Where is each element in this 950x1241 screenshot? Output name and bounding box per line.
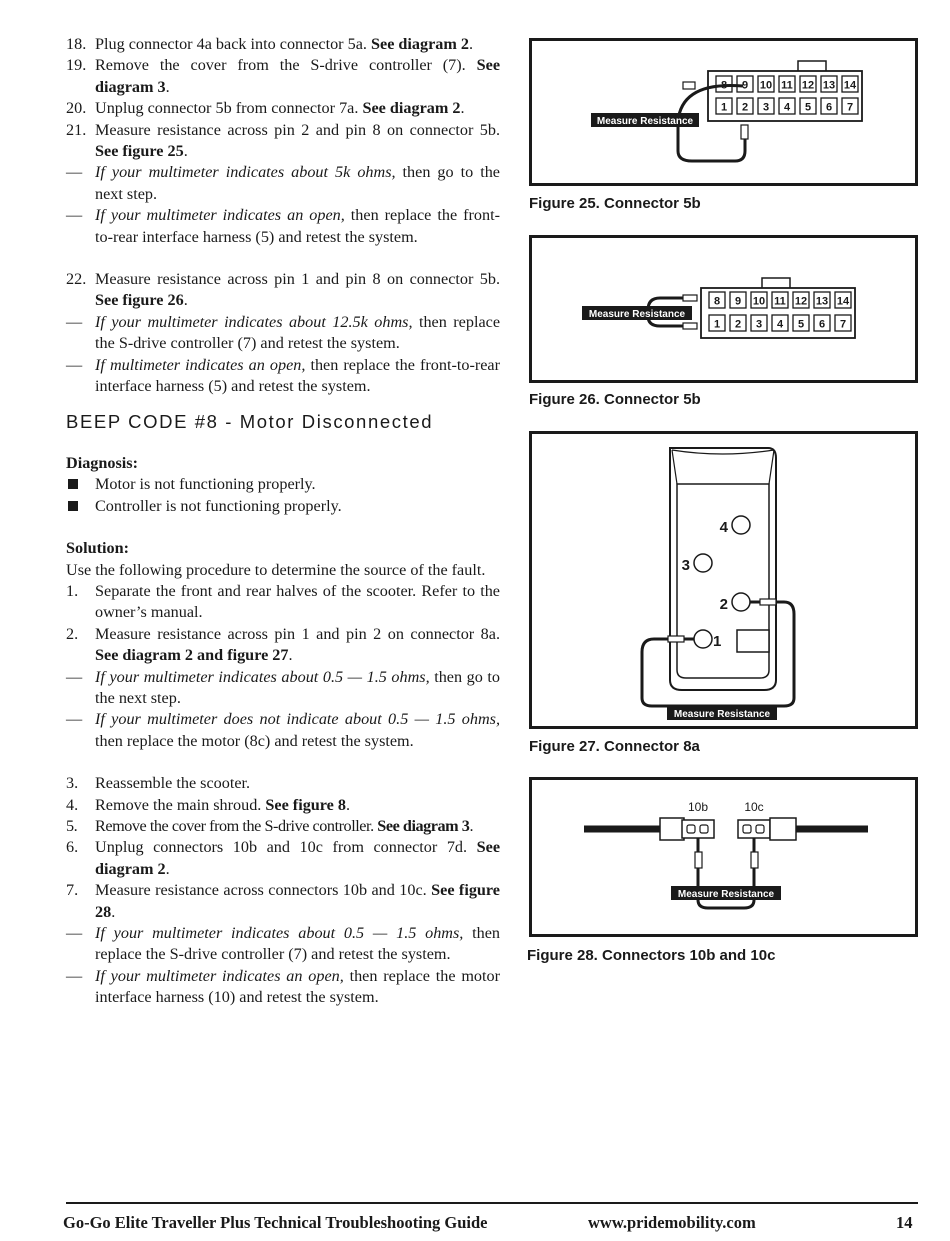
pin-label: 2 bbox=[741, 101, 749, 114]
step-item bbox=[66, 34, 500, 55]
outcome-item bbox=[66, 312, 500, 355]
pin-label: 5 bbox=[797, 318, 805, 331]
measure-resistance-label: Measure Resistance bbox=[596, 116, 694, 127]
dash-marker: — bbox=[66, 667, 83, 686]
footer-title: Go-Go Elite Traveller Plus Technical Troubleshooting Guide bbox=[63, 1213, 488, 1232]
outcomes-group-c bbox=[66, 667, 500, 753]
pin-4-label: 4 bbox=[719, 519, 728, 536]
step-item bbox=[66, 773, 500, 794]
step-reference: See diagram 2 bbox=[95, 838, 500, 878]
diagnosis-text: Controller is not functioning properly. bbox=[95, 496, 342, 515]
outcomes-group-b bbox=[66, 312, 500, 398]
outcome-action: then replace the motor interface harness (10) and retest the system. bbox=[95, 966, 500, 1007]
step-item bbox=[66, 624, 500, 667]
footer-rule bbox=[66, 1202, 918, 1204]
probe-tip-right bbox=[741, 125, 748, 139]
pin-4-socket bbox=[732, 516, 750, 534]
diagnosis-item bbox=[66, 474, 500, 495]
step-item bbox=[66, 120, 500, 163]
pin-1-label: 1 bbox=[713, 633, 722, 650]
step-reference: See figure 26 bbox=[95, 291, 184, 310]
figure-28-box bbox=[529, 777, 918, 937]
outcome-action: then replace the motor (8c) and retest the system. bbox=[95, 731, 414, 750]
bullet-square-icon bbox=[68, 479, 78, 489]
instructions-column bbox=[66, 34, 500, 1009]
outcome-condition: If your multimeter indicates about 5k ohms, bbox=[95, 163, 396, 182]
pin-label: 8 bbox=[720, 79, 728, 92]
step-punct: . bbox=[288, 646, 293, 665]
outcome-condition: If your multimeter indicates an open, bbox=[95, 206, 345, 225]
step-punct: . bbox=[346, 795, 351, 814]
dash-marker: — bbox=[66, 206, 83, 225]
solution-label: Solution: bbox=[66, 539, 129, 558]
probe-tip-10c bbox=[751, 852, 758, 868]
outcome-action: then go to the next step. bbox=[95, 667, 500, 707]
pin-label: 9 bbox=[741, 79, 749, 92]
figure-26-box bbox=[529, 235, 918, 383]
step-number: 5. bbox=[66, 817, 78, 835]
outcome-condition: If your multimeter indicates about 0.5 — 1.5 ohms, bbox=[95, 667, 430, 686]
pin-label: 7 bbox=[839, 318, 847, 331]
pin-label: 13 bbox=[822, 79, 836, 92]
step-number: 7. bbox=[66, 881, 79, 900]
figure-25-box bbox=[529, 38, 918, 186]
pin-label: 1 bbox=[720, 101, 728, 114]
step-text: Measure resistance across pin 1 and pin 2 on connector 8a. bbox=[95, 624, 500, 643]
outcome-item bbox=[66, 923, 500, 966]
pin-label: 1 bbox=[713, 318, 721, 331]
step-number: 18. bbox=[66, 35, 87, 53]
measure-resistance-label: Measure Resistance bbox=[677, 889, 775, 900]
pin-3-label: 3 bbox=[681, 557, 690, 574]
step-item bbox=[66, 816, 500, 837]
bullet-square-icon bbox=[68, 501, 78, 511]
figure-27-caption: Figure 27. Connector 8a bbox=[529, 738, 700, 755]
step-text: Remove the cover from the S-drive controller. bbox=[95, 817, 378, 835]
outcome-item bbox=[66, 966, 500, 1009]
page-number: 14 bbox=[896, 1213, 913, 1232]
key-notch bbox=[737, 630, 769, 652]
step-reference: See diagram 3 bbox=[95, 56, 500, 96]
pin-label: 12 bbox=[794, 295, 808, 308]
outcome-action: then replace the front-to-rear interface harness (5) and retest the system. bbox=[95, 355, 500, 396]
pin-label: 4 bbox=[776, 318, 784, 331]
connector-10c-label: 10c bbox=[744, 800, 764, 814]
pin-label: 9 bbox=[734, 295, 742, 308]
step-text: Measure resistance across pin 1 and pin 8 on connector 5b. bbox=[95, 270, 500, 289]
step-number: 1. bbox=[66, 581, 79, 600]
figure-28-diagram bbox=[532, 780, 915, 934]
step-number: 21. bbox=[66, 120, 87, 139]
diagnosis-text: Motor is not functioning properly. bbox=[95, 475, 316, 494]
step-item bbox=[66, 837, 500, 880]
pin-label: 4 bbox=[783, 101, 791, 114]
figure-26-caption: Figure 26. Connector 5b bbox=[529, 391, 701, 408]
steps-group-a bbox=[66, 34, 500, 162]
outcome-item bbox=[66, 205, 500, 248]
step-reference: See figure 25 bbox=[95, 142, 184, 161]
diagnosis-label: Diagnosis: bbox=[66, 453, 138, 472]
step-text: Reassemble the scooter. bbox=[95, 774, 251, 793]
step-item bbox=[66, 269, 500, 312]
step-item bbox=[66, 795, 500, 816]
probe-tip-left bbox=[683, 82, 695, 89]
step-punct: . bbox=[183, 142, 188, 161]
footer-url[interactable]: www.pridemobility.com bbox=[588, 1213, 756, 1232]
outcome-item bbox=[66, 709, 500, 752]
step-reference: See diagram 2 bbox=[362, 99, 461, 118]
step-item bbox=[66, 880, 500, 923]
step-text: Remove the cover from the S-drive controller (7). bbox=[95, 56, 477, 75]
step-punct: . bbox=[165, 859, 170, 878]
outcome-condition: If your multimeter indicates about 0.5 — 1.5 ohms, bbox=[95, 924, 464, 943]
measure-resistance-label: Measure Resistance bbox=[588, 309, 686, 320]
step-punct: . bbox=[469, 817, 474, 835]
pin-label: 6 bbox=[818, 318, 826, 331]
step-punct: . bbox=[111, 902, 116, 921]
step-text: Unplug connector 5b from connector 7a. bbox=[95, 99, 363, 118]
step-text: Measure resistance across connectors 10b and 10c. bbox=[95, 881, 432, 900]
step-text: Remove the main shroud. bbox=[95, 795, 266, 814]
outcome-action: then replace the S-drive controller (7) and retest the system. bbox=[95, 924, 500, 964]
step-punct: . bbox=[165, 77, 170, 96]
figure-26-diagram bbox=[532, 238, 915, 380]
step-reference: See diagram 2 and figure 27 bbox=[95, 646, 289, 665]
outcome-action: then go to the next step. bbox=[95, 163, 500, 203]
step-22 bbox=[66, 269, 500, 312]
step-number: 2. bbox=[66, 624, 79, 643]
solution-intro: Use the following procedure to determine the source of the fault. bbox=[66, 560, 486, 579]
probe-tip-10b bbox=[695, 852, 702, 868]
diagnosis-item bbox=[66, 496, 500, 517]
step-number: 19. bbox=[66, 56, 87, 75]
measure-resistance-label: Measure Resistance bbox=[673, 709, 771, 720]
step-reference: See diagram 2 bbox=[371, 35, 470, 53]
pin-label: 11 bbox=[781, 79, 793, 92]
probe-tip-bottom bbox=[683, 323, 697, 329]
pin-1-socket bbox=[694, 630, 712, 648]
pin-label: 10 bbox=[752, 295, 766, 308]
pin-label: 13 bbox=[815, 295, 829, 308]
steps-group-b bbox=[66, 581, 500, 667]
pin-label: 7 bbox=[846, 101, 854, 114]
pin-label: 3 bbox=[762, 101, 770, 114]
pin-label: 6 bbox=[825, 101, 833, 114]
pin-2-label: 2 bbox=[719, 596, 728, 613]
outcome-condition: If your multimeter indicates an open, bbox=[95, 966, 344, 985]
pin-label: 14 bbox=[836, 295, 850, 308]
pin-3-socket bbox=[694, 554, 712, 572]
pin-label: 2 bbox=[734, 318, 742, 331]
step-punct: . bbox=[183, 291, 188, 310]
step-item bbox=[66, 581, 500, 624]
step-reference: See figure 8 bbox=[265, 795, 347, 814]
step-reference: See diagram 3 bbox=[377, 817, 470, 835]
pin-label: 11 bbox=[774, 295, 786, 308]
connector-10b-label: 10b bbox=[687, 800, 709, 814]
diagnosis-list bbox=[66, 474, 500, 517]
outcome-item bbox=[66, 667, 500, 710]
figure-27-box bbox=[529, 431, 918, 729]
figure-27-diagram bbox=[532, 434, 915, 726]
dash-marker: — bbox=[66, 355, 83, 374]
outcome-action: then replace the S-drive controller (7) and retest the system. bbox=[95, 312, 501, 353]
pin-label: 8 bbox=[713, 295, 721, 308]
probe-tip-pin2 bbox=[760, 599, 776, 605]
outcome-condition: If your multimeter does not indicate about 0.5 — 1.5 ohms, bbox=[95, 710, 500, 729]
pin-2-socket bbox=[732, 593, 750, 611]
pin-label: 12 bbox=[801, 79, 815, 92]
step-number: 3. bbox=[66, 774, 79, 793]
figure-28-caption: Figure 28. Connectors 10b and 10c bbox=[527, 947, 776, 964]
outcome-action: then replace the front-to-rear interface harness (5) and retest the system. bbox=[95, 206, 500, 246]
step-text: Separate the front and rear halves of the scooter. Refer to the owner’s manual. bbox=[95, 581, 500, 622]
dash-marker: — bbox=[66, 710, 83, 729]
dash-marker: — bbox=[66, 924, 83, 943]
outcome-condition: If multimeter indicates an open, bbox=[95, 355, 306, 374]
connector-10c-body bbox=[770, 818, 796, 840]
connector-10b-body bbox=[660, 818, 684, 840]
figure-25-diagram bbox=[532, 41, 915, 183]
dash-marker: — bbox=[66, 163, 83, 182]
step-number: 20. bbox=[66, 99, 87, 118]
outcomes-group-d bbox=[66, 923, 500, 1009]
outcome-condition: If your multimeter indicates about 12.5k ohms, bbox=[95, 312, 413, 331]
pin-label: 14 bbox=[843, 79, 857, 92]
step-text: Measure resistance across pin 2 and pin 8 on connector 5b. bbox=[95, 120, 500, 139]
pin-label: 10 bbox=[759, 79, 773, 92]
step-reference: See figure 28 bbox=[95, 881, 500, 921]
outcome-item bbox=[66, 355, 500, 398]
probe-tip-pin1 bbox=[668, 636, 684, 642]
figure-25-caption: Figure 25. Connector 5b bbox=[529, 195, 701, 212]
step-punct: . bbox=[469, 35, 474, 53]
dash-marker: — bbox=[66, 312, 83, 331]
dash-marker: — bbox=[66, 966, 83, 985]
step-text: Unplug connectors 10b and 10c from connector 7d. bbox=[95, 838, 477, 857]
steps-group-c bbox=[66, 773, 500, 923]
outcomes-group-a bbox=[66, 162, 500, 248]
pin-label: 3 bbox=[755, 318, 763, 331]
step-item bbox=[66, 98, 500, 119]
step-number: 22. bbox=[66, 270, 87, 289]
step-text: Plug connector 4a back into connector 5a. bbox=[95, 35, 371, 53]
outcome-item bbox=[66, 162, 500, 205]
pin-label: 5 bbox=[804, 101, 812, 114]
step-number: 6. bbox=[66, 838, 79, 857]
section-heading: BEEP CODE #8 - Motor Disconnected bbox=[66, 410, 434, 432]
step-item bbox=[66, 55, 500, 98]
step-number: 4. bbox=[66, 795, 79, 814]
probe-tip-top bbox=[683, 295, 697, 301]
step-punct: . bbox=[460, 99, 465, 118]
